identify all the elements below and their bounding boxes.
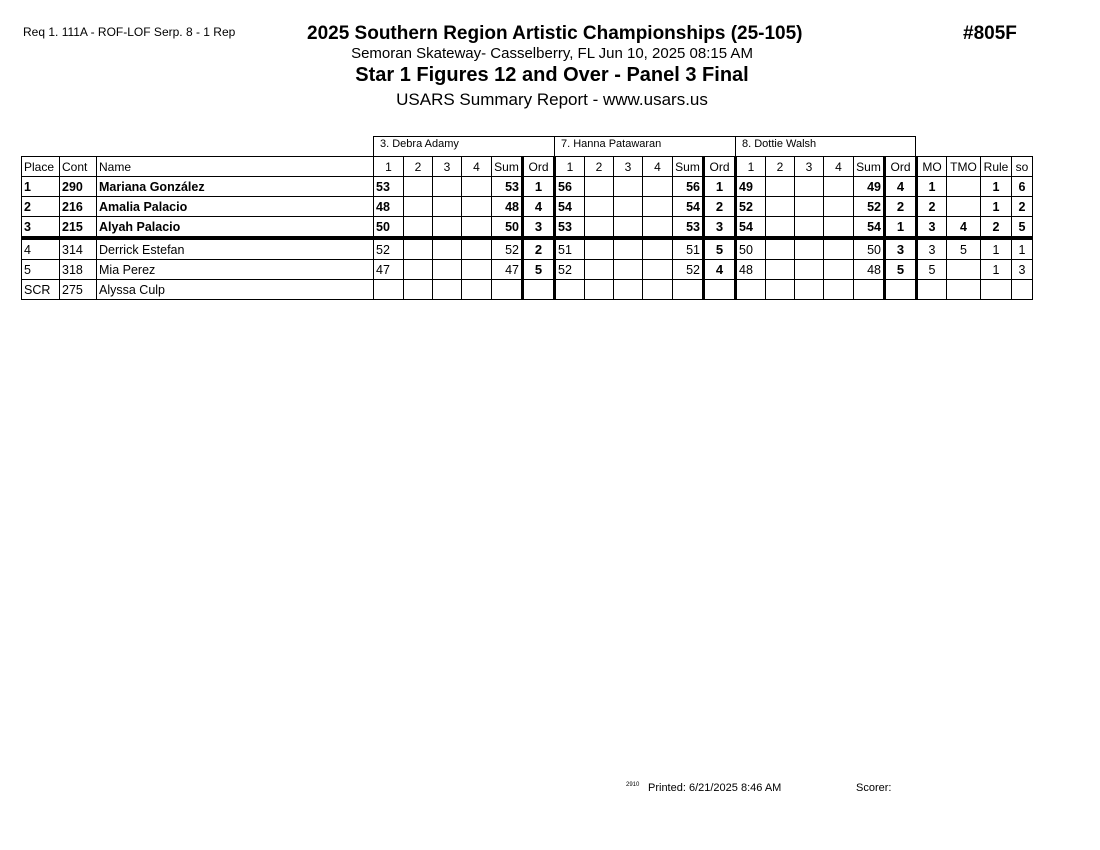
rule-cell: 1 — [981, 177, 1012, 197]
cont-cell: 290 — [60, 177, 97, 197]
col-j2-2: 2 — [585, 157, 614, 177]
scorer-label: Scorer: — [856, 782, 892, 794]
score-cell — [795, 260, 824, 280]
score-cell: 49 — [736, 177, 766, 197]
score-cell: 50 — [736, 238, 766, 260]
score-cell: 48 — [374, 197, 404, 217]
score-cell: 52 — [374, 238, 404, 260]
col-j1-sum: Sum — [492, 157, 523, 177]
score-cell — [614, 238, 643, 260]
score-cell — [643, 217, 673, 239]
request-label: Req 1. 111A - ROF-LOF Serp. 8 - 1 Rep — [23, 25, 236, 39]
score-cell — [643, 197, 673, 217]
col-j1-ord: Ord — [523, 157, 555, 177]
sum-cell: 52 — [854, 197, 885, 217]
col-j2-sum: Sum — [673, 157, 704, 177]
score-cell: 47 — [374, 260, 404, 280]
sum-cell — [854, 280, 885, 300]
score-cell — [766, 197, 795, 217]
col-so: so — [1012, 157, 1033, 177]
mo-cell: 5 — [917, 260, 947, 280]
sum-cell: 52 — [492, 238, 523, 260]
score-cell — [614, 280, 643, 300]
ordinal-cell: 5 — [704, 238, 736, 260]
score-cell — [433, 177, 462, 197]
mo-cell: 2 — [917, 197, 947, 217]
cont-cell: 216 — [60, 197, 97, 217]
cont-cell: 215 — [60, 217, 97, 239]
place-cell: 5 — [22, 260, 60, 280]
ordinal-cell: 3 — [523, 217, 555, 239]
score-cell — [404, 260, 433, 280]
so-cell — [1012, 280, 1033, 300]
ordinal-cell — [523, 280, 555, 300]
score-cell — [766, 260, 795, 280]
score-cell — [614, 260, 643, 280]
col-j3-3: 3 — [795, 157, 824, 177]
event-subtitle: Star 1 Figures 12 and Over - Panel 3 Final — [355, 64, 749, 86]
score-cell — [643, 177, 673, 197]
col-tmo: TMO — [947, 157, 981, 177]
ordinal-cell — [885, 280, 917, 300]
results-table — [21, 156, 1033, 300]
score-cell: 56 — [555, 177, 585, 197]
score-cell — [795, 197, 824, 217]
score-cell: 53 — [374, 177, 404, 197]
ordinal-cell: 4 — [885, 177, 917, 197]
judge-header-3: 8. Dottie Walsh — [735, 136, 916, 156]
col-name: Name — [97, 157, 374, 177]
score-cell — [433, 197, 462, 217]
rule-cell — [981, 280, 1012, 300]
column-header-row — [22, 157, 1033, 177]
score-cell: 52 — [736, 197, 766, 217]
sum-cell: 50 — [854, 238, 885, 260]
place-cell: 3 — [22, 217, 60, 239]
col-j2-ord: Ord — [704, 157, 736, 177]
score-cell — [824, 238, 854, 260]
score-cell — [462, 217, 492, 239]
col-j2-1: 1 — [555, 157, 585, 177]
name-cell: Alyssa Culp — [97, 280, 374, 300]
ordinal-cell: 1 — [523, 177, 555, 197]
sum-cell: 53 — [673, 217, 704, 239]
col-j3-2: 2 — [766, 157, 795, 177]
sum-cell: 52 — [673, 260, 704, 280]
score-cell — [736, 280, 766, 300]
so-cell: 1 — [1012, 238, 1033, 260]
score-cell — [766, 177, 795, 197]
name-cell: Derrick Estefan — [97, 238, 374, 260]
score-cell — [404, 217, 433, 239]
tmo-cell: 5 — [947, 238, 981, 260]
rule-cell: 1 — [981, 260, 1012, 280]
score-cell — [374, 280, 404, 300]
mo-cell — [917, 280, 947, 300]
table-row — [22, 260, 1033, 280]
score-cell — [614, 197, 643, 217]
judge-header-1: 3. Debra Adamy — [373, 136, 554, 156]
ordinal-cell: 3 — [704, 217, 736, 239]
score-cell: 52 — [555, 260, 585, 280]
sum-cell: 49 — [854, 177, 885, 197]
score-cell — [585, 238, 614, 260]
ordinal-cell: 2 — [704, 197, 736, 217]
place-cell: 1 — [22, 177, 60, 197]
sum-cell: 56 — [673, 177, 704, 197]
rule-cell: 2 — [981, 217, 1012, 239]
score-cell — [433, 238, 462, 260]
tmo-cell — [947, 177, 981, 197]
place-cell: 2 — [22, 197, 60, 217]
ordinal-cell: 5 — [523, 260, 555, 280]
score-cell — [614, 177, 643, 197]
col-j2-3: 3 — [614, 157, 643, 177]
sum-cell: 48 — [854, 260, 885, 280]
tmo-cell: 4 — [947, 217, 981, 239]
score-cell — [795, 238, 824, 260]
place-cell: 4 — [22, 238, 60, 260]
cont-cell: 318 — [60, 260, 97, 280]
score-cell — [404, 238, 433, 260]
table-row — [22, 217, 1033, 239]
col-j3-ord: Ord — [885, 157, 917, 177]
col-j1-1: 1 — [374, 157, 404, 177]
score-cell: 54 — [736, 217, 766, 239]
ordinal-cell: 5 — [885, 260, 917, 280]
table-row — [22, 197, 1033, 217]
score-cell: 54 — [555, 197, 585, 217]
score-cell — [643, 238, 673, 260]
score-cell: 50 — [374, 217, 404, 239]
score-cell: 48 — [736, 260, 766, 280]
so-cell: 6 — [1012, 177, 1033, 197]
score-cell — [824, 217, 854, 239]
col-rule: Rule — [981, 157, 1012, 177]
sum-cell: 50 — [492, 217, 523, 239]
score-cell — [462, 260, 492, 280]
col-cont: Cont — [60, 157, 97, 177]
score-cell — [766, 280, 795, 300]
ordinal-cell — [704, 280, 736, 300]
score-cell — [585, 280, 614, 300]
sum-cell: 54 — [673, 197, 704, 217]
score-cell — [643, 280, 673, 300]
ordinal-cell: 1 — [704, 177, 736, 197]
col-j3-1: 1 — [736, 157, 766, 177]
score-cell — [824, 280, 854, 300]
table-row — [22, 238, 1033, 260]
score-cell — [766, 238, 795, 260]
score-cell — [404, 177, 433, 197]
table-row — [22, 177, 1033, 197]
score-cell — [585, 217, 614, 239]
score-cell — [462, 280, 492, 300]
cont-cell: 275 — [60, 280, 97, 300]
results-body — [22, 157, 1033, 300]
score-cell — [433, 217, 462, 239]
so-cell: 3 — [1012, 260, 1033, 280]
name-cell: Alyah Palacio — [97, 217, 374, 239]
score-cell — [585, 260, 614, 280]
col-j1-2: 2 — [404, 157, 433, 177]
mo-cell: 3 — [917, 217, 947, 239]
judge-header-2: 7. Hanna Patawaran — [554, 136, 735, 156]
score-cell — [766, 217, 795, 239]
col-j2-4: 4 — [643, 157, 673, 177]
name-cell: Mia Perez — [97, 260, 374, 280]
score-cell — [643, 260, 673, 280]
tmo-cell — [947, 260, 981, 280]
score-cell — [555, 280, 585, 300]
ordinal-cell: 4 — [704, 260, 736, 280]
ordinal-cell: 1 — [885, 217, 917, 239]
table-row — [22, 280, 1033, 300]
col-place: Place — [22, 157, 60, 177]
footer-mark: 2910 — [626, 782, 640, 788]
score-cell — [614, 217, 643, 239]
sum-cell — [673, 280, 704, 300]
score-cell — [404, 280, 433, 300]
ordinal-cell: 2 — [885, 197, 917, 217]
venue-line: Semoran Skateway- Casselberry, FL Jun 10, 2025 08:15 AM — [351, 45, 753, 62]
score-cell — [585, 197, 614, 217]
col-mo: MO — [917, 157, 947, 177]
tmo-cell — [947, 280, 981, 300]
page-title: 2025 Southern Region Artistic Championships (25-105) — [307, 23, 803, 44]
score-cell — [433, 280, 462, 300]
col-j1-4: 4 — [462, 157, 492, 177]
so-cell: 2 — [1012, 197, 1033, 217]
score-cell: 53 — [555, 217, 585, 239]
sum-cell: 51 — [673, 238, 704, 260]
so-cell: 5 — [1012, 217, 1033, 239]
tmo-cell — [947, 197, 981, 217]
ordinal-cell: 3 — [885, 238, 917, 260]
event-number: #805F — [963, 23, 1017, 44]
name-cell: Amalia Palacio — [97, 197, 374, 217]
mo-cell: 1 — [917, 177, 947, 197]
sum-cell: 47 — [492, 260, 523, 280]
mo-cell: 3 — [917, 238, 947, 260]
score-cell — [462, 177, 492, 197]
sum-cell: 53 — [492, 177, 523, 197]
report-title: USARS Summary Report - www.usars.us — [396, 90, 708, 109]
score-cell — [404, 197, 433, 217]
rule-cell: 1 — [981, 197, 1012, 217]
score-cell: 51 — [555, 238, 585, 260]
printed-timestamp: Printed: 6/21/2025 8:46 AM — [648, 782, 782, 794]
score-cell — [585, 177, 614, 197]
col-j1-3: 3 — [433, 157, 462, 177]
col-j3-sum: Sum — [854, 157, 885, 177]
score-cell — [795, 177, 824, 197]
score-cell — [795, 280, 824, 300]
ordinal-cell: 4 — [523, 197, 555, 217]
place-cell: SCR — [22, 280, 60, 300]
score-cell — [824, 260, 854, 280]
name-cell: Mariana González — [97, 177, 374, 197]
score-cell — [462, 238, 492, 260]
sum-cell — [492, 280, 523, 300]
score-cell — [462, 197, 492, 217]
score-cell — [795, 217, 824, 239]
sum-cell: 48 — [492, 197, 523, 217]
score-cell — [433, 260, 462, 280]
ordinal-cell: 2 — [523, 238, 555, 260]
col-j3-4: 4 — [824, 157, 854, 177]
score-cell — [824, 177, 854, 197]
sum-cell: 54 — [854, 217, 885, 239]
rule-cell: 1 — [981, 238, 1012, 260]
score-cell — [824, 197, 854, 217]
cont-cell: 314 — [60, 238, 97, 260]
